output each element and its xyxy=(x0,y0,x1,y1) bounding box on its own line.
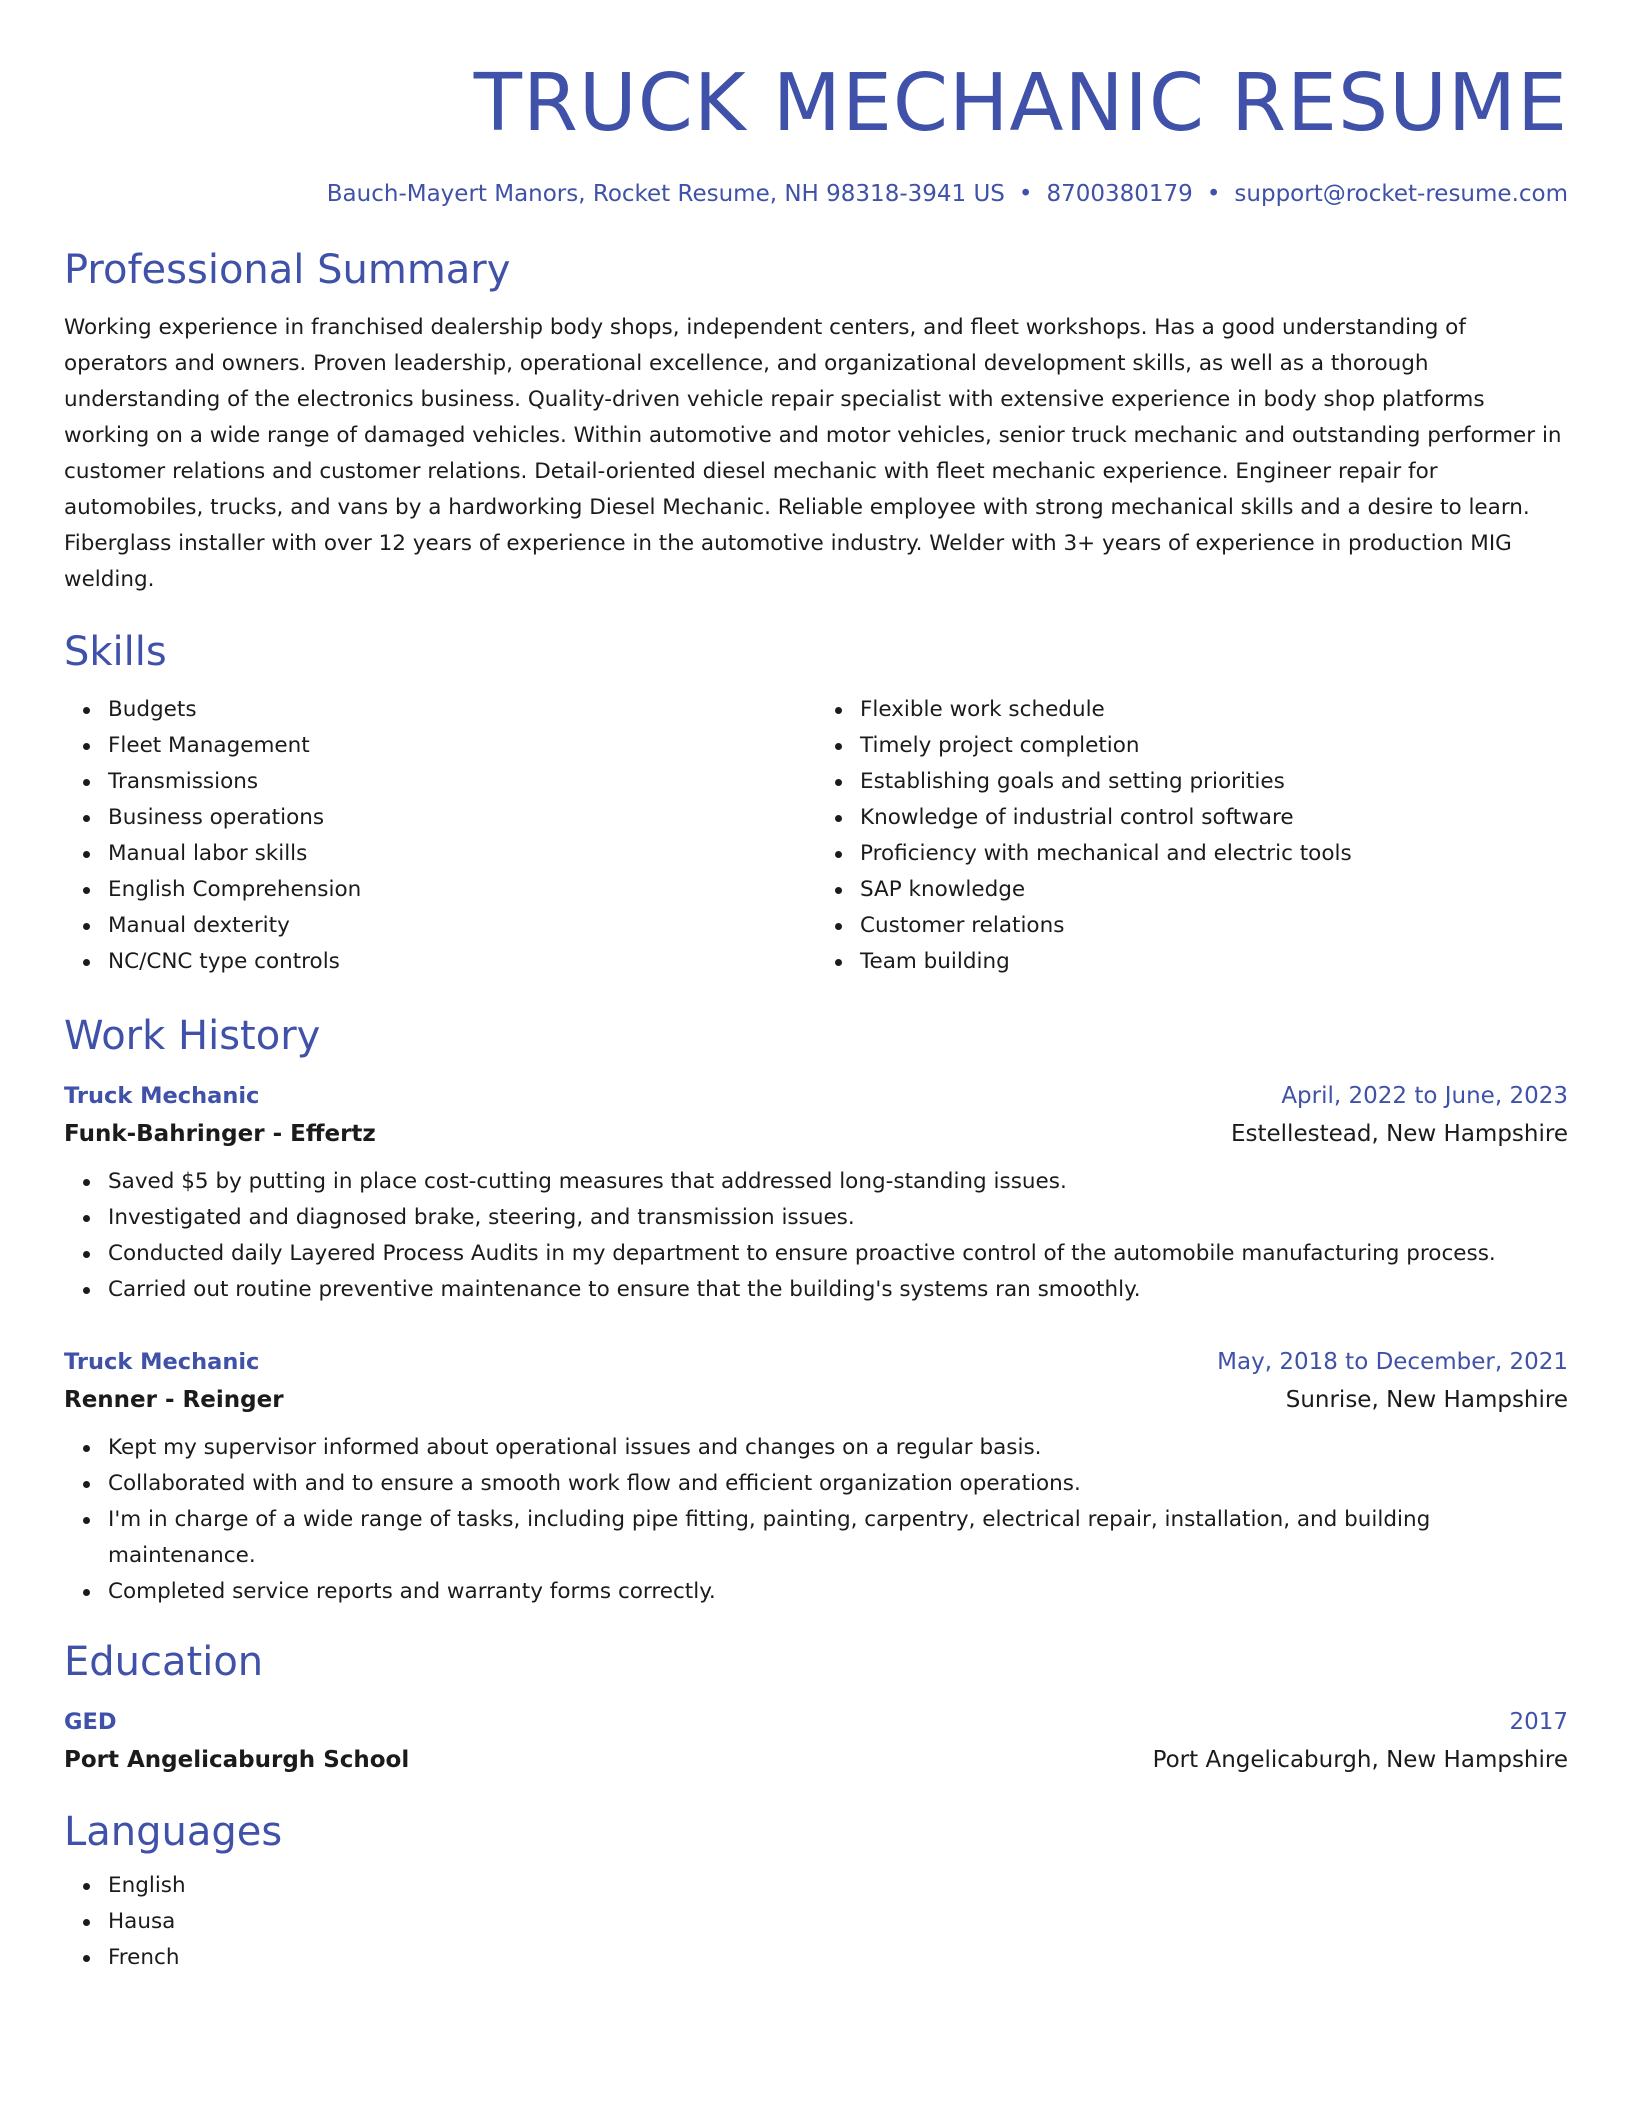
job-title: Truck Mechanic xyxy=(64,1083,260,1109)
job-location: Estellestead, New Hampshire xyxy=(1230,1121,1568,1147)
job-company: Funk-Bahringer - Effertz xyxy=(64,1121,376,1147)
summary-section xyxy=(64,244,1568,598)
skill-item: Fleet Management xyxy=(108,728,816,764)
education-heading: Education xyxy=(64,1639,264,1685)
language-item: French xyxy=(108,1940,1568,1976)
job-bullet: I'm in charge of a wide range of tasks, including pipe fitting, painting, carpentry, electrical repair, installation, and building maintenance. xyxy=(108,1502,1568,1574)
job-location: Sunrise, New Hampshire xyxy=(1285,1387,1568,1413)
contact-separator: • xyxy=(1018,181,1033,207)
job-bullets xyxy=(64,1164,1568,1308)
job-company-row xyxy=(64,1114,1568,1154)
education-school: Port Angelicaburgh School xyxy=(64,1747,410,1773)
job-bullet: Kept my supervisor informed about operational issues and changes on a regular basis. xyxy=(108,1430,1568,1466)
education-school-row xyxy=(64,1740,1568,1780)
contact-address: Bauch-Mayert Manors, Rocket Resume, NH 98318-3941 US xyxy=(326,181,1005,207)
skill-item: Manual labor skills xyxy=(108,836,816,872)
languages-section xyxy=(64,1806,1568,1976)
skill-item: NC/CNC type controls xyxy=(108,944,816,980)
job-header-row xyxy=(64,1344,1568,1380)
skill-item: Budgets xyxy=(108,692,816,728)
education-section xyxy=(64,1636,1568,1780)
job-bullet: Saved $5 by putting in place cost-cutting measures that addressed long-standing issues. xyxy=(108,1164,1568,1200)
skills-heading: Skills xyxy=(64,629,167,675)
skill-item: Transmissions xyxy=(108,764,816,800)
skill-item: Flexible work schedule xyxy=(860,692,1568,728)
skill-item: Business operations xyxy=(108,800,816,836)
language-item: Hausa xyxy=(108,1904,1568,1940)
skills-list-right xyxy=(816,692,1568,980)
language-item: English xyxy=(108,1868,1568,1904)
contact-separator: • xyxy=(1206,181,1221,207)
skill-item: Team building xyxy=(860,944,1568,980)
job-dates: May, 2018 to December, 2021 xyxy=(1217,1349,1568,1375)
job-bullet: Completed service reports and warranty forms correctly. xyxy=(108,1574,1568,1610)
job-entry xyxy=(64,1078,1568,1308)
languages-heading: Languages xyxy=(64,1809,283,1855)
job-company: Renner - Reinger xyxy=(64,1387,284,1413)
summary-text: Working experience in franchised dealership body shops, independent centers, and fleet workshops. Has a good understanding of operators and owners. Proven leadership, operational excellence, and organizational development skills, as well as a thorough understanding of the electronics business. Quality-driven vehicle repair specialist with extensive experience in body shop platforms working on a wide range of damaged vehicles. Within automotive and motor vehicles, senior truck mechanic and outstanding performer in customer relations and customer relations. Detail-oriented diesel mechanic with fleet mechanic experience. Engineer repair for automobiles, trucks, and vans by a hardworking Diesel Mechanic. Reliable employee with strong mechanical skills and a desire to learn. Fiberglass installer with over 12 years of experience in the automotive industry. Welder with 3+ years of experience in production MIG welding. xyxy=(64,315,1562,592)
job-title: Truck Mechanic xyxy=(64,1349,260,1375)
resume-header xyxy=(64,56,1568,210)
education-entry xyxy=(64,1704,1568,1780)
resume-title: TRUCK MECHANIC RESUME xyxy=(473,57,1568,149)
job-bullet: Collaborated with and to ensure a smooth work flow and efficient organization operations. xyxy=(108,1466,1568,1502)
skills-list-left xyxy=(64,692,816,980)
skill-item: Customer relations xyxy=(860,908,1568,944)
contact-line xyxy=(64,178,1568,210)
education-year: 2017 xyxy=(1509,1709,1568,1735)
job-header-row xyxy=(64,1078,1568,1114)
skill-item: Proficiency with mechanical and electric tools xyxy=(860,836,1568,872)
job-bullets xyxy=(64,1430,1568,1610)
contact-email: support@rocket-resume.com xyxy=(1234,181,1568,207)
languages-list xyxy=(64,1868,1568,1976)
work-history-heading: Work History xyxy=(64,1013,321,1059)
job-bullet: Investigated and diagnosed brake, steering, and transmission issues. xyxy=(108,1200,1568,1236)
job-bullet: Conducted daily Layered Process Audits in my department to ensure proactive control of the automobile manufacturing process. xyxy=(108,1236,1568,1272)
education-degree: GED xyxy=(64,1709,117,1735)
skill-item: Timely project completion xyxy=(860,728,1568,764)
skill-item: SAP knowledge xyxy=(860,872,1568,908)
skill-item: Manual dexterity xyxy=(108,908,816,944)
job-entry xyxy=(64,1344,1568,1610)
summary-heading: Professional Summary xyxy=(64,247,511,293)
skills-grid xyxy=(64,692,1568,980)
education-location: Port Angelicaburgh, New Hampshire xyxy=(1152,1747,1568,1773)
contact-phone: 8700380179 xyxy=(1046,181,1193,207)
work-history-section xyxy=(64,1010,1568,1610)
job-bullet: Carried out routine preventive maintenance to ensure that the building's systems ran smoothly. xyxy=(108,1272,1568,1308)
job-company-row xyxy=(64,1380,1568,1420)
job-dates: April, 2022 to June, 2023 xyxy=(1281,1083,1568,1109)
skills-section xyxy=(64,626,1568,980)
skill-item: Knowledge of industrial control software xyxy=(860,800,1568,836)
skill-item: English Comprehension xyxy=(108,872,816,908)
education-header-row xyxy=(64,1704,1568,1740)
skill-item: Establishing goals and setting priorities xyxy=(860,764,1568,800)
